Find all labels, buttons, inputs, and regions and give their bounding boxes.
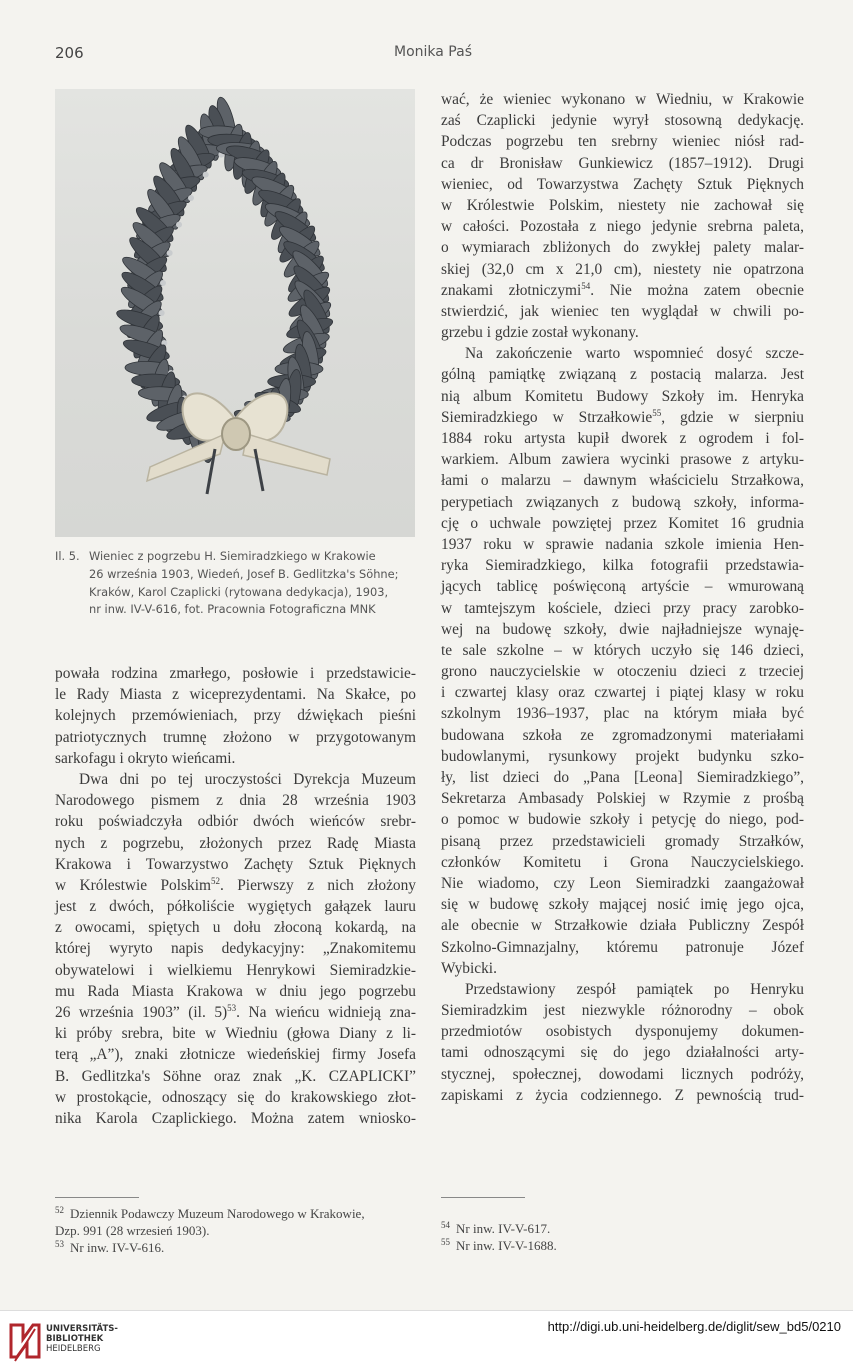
- text-line: B. Gedlitzka's Söhne oraz znak „K. CZAPLICKI”: [55, 1067, 416, 1085]
- footnote-number: 52: [55, 1204, 64, 1215]
- text-line: ca dr Bronisław Gunkiewicz (1857–1912). Drugi: [441, 154, 804, 172]
- page-number: 206: [55, 44, 84, 62]
- footnote-ref: 55: [652, 407, 662, 418]
- text-line: jących tablicę poświęconą artyście – wmurowaną: [441, 578, 804, 596]
- text-line: terą „A”), znaki złotnicze wiedeńskiej firmy Josefa: [55, 1046, 416, 1064]
- wreath-berry: [167, 250, 173, 256]
- text-line: sarkofagu i okryto wieńcami.: [55, 749, 236, 767]
- text-line: gólną pamiątkę związaną z postacią malarza. Jest: [441, 366, 804, 384]
- footnote-line: $^{54}$ Nr inw. IV-V-617.: [441, 1219, 551, 1236]
- text-line: nych z pogrzebu, złożonych przez Radę Miasta: [55, 834, 416, 852]
- text-line: Szkolno-Gimnazjalny, któremu patronuje Józef: [441, 938, 804, 956]
- text-line: ale obecnie w Strzałkowie działa Publiczny Zespół: [441, 917, 804, 935]
- figure-caption-text: [89, 548, 419, 619]
- text-line: obywatelowi i wielkiemu Henrykowi Siemiradzkie-: [55, 961, 416, 979]
- text-line: tami odnoszącymi się do jego działalności arty-: [441, 1044, 804, 1062]
- text-line: roku poświadczyła odbiór dwóch wieńców srebr-: [55, 813, 416, 831]
- text-line: 1937 roku w sprawie nadania szkole imienia Hen-: [441, 535, 804, 553]
- footnote-ref: 54: [581, 280, 591, 291]
- text-line: nią album Komitetu Budowy Szkoły im. Henryka: [441, 387, 804, 405]
- bow-knot: [222, 418, 250, 450]
- library-name-line: BIBLIOTHEK: [46, 1334, 104, 1344]
- text-line: te sale szkolne – w których uczyło się 146 dzieci,: [441, 641, 804, 659]
- text-column-left: [55, 663, 416, 1129]
- text-line: wej na budowę szkoły, dwie najładniejsze wynaję-: [441, 620, 804, 638]
- text-line: wieniec, od Towarzystwa Zachęty Sztuk Pięknych: [441, 175, 804, 193]
- library-logo-icon: [9, 1319, 41, 1363]
- source-url-link[interactable]: http://digi.ub.uni-heidelberg.de/diglit/sew_bd5/0210: [547, 1319, 841, 1334]
- footnote-ref: 52: [210, 875, 220, 886]
- text-line: Na zakończenie warto wspomnieć dosyć szcze-: [465, 345, 804, 363]
- library-name-line: UNIVERSITÄTS-: [46, 1324, 118, 1334]
- text-line: cję o uchwale powziętej przez Komitet 16 grudnia: [441, 514, 804, 532]
- wreath-berry: [160, 280, 166, 286]
- footnote-line: Dzp. 991 (28 wrzesień 1903).: [55, 1223, 210, 1238]
- text-line: o pomoc w budowie szkoły i petycję do niego, pod-: [441, 811, 804, 829]
- library-name: [46, 1324, 118, 1354]
- text-line: w tamtejszym kościele, dzieci przy pracy zarobko-: [441, 599, 804, 617]
- text-line: 1884 roku artysta kupił dworek z ogrodem i fol-: [441, 430, 804, 447]
- text-line: nika Karola Czaplickiego. Można zatem wniosko-: [55, 1109, 416, 1127]
- text-line: warkiem. Album zawiera wycinki prasowe z artyku-: [441, 451, 804, 469]
- wreath-berry: [159, 310, 165, 316]
- text-line: Siemiradzkim jest niezwykle różnorodny – obok: [441, 1002, 804, 1020]
- text-line: przedmiotów osobistych dysponujemy dokumen-: [441, 1023, 804, 1041]
- footnote-number: 54: [441, 1219, 450, 1230]
- footnote-rule-right: [441, 1197, 525, 1198]
- text-line: budowlanymi, rysunkowy projekt budynku szko-: [441, 747, 804, 765]
- text-line: jest z dwóch, półkoliście wygiętych gałązek lauru: [55, 898, 416, 916]
- text-line: stycznej, społecznej, dowodami licznych podróży,: [441, 1065, 804, 1083]
- caption-line: 26 września 1903, Wiedeń, Josef B. Gedlitzka's Söhne;: [89, 566, 399, 581]
- text-line: Dwa dni po tej uroczystości Dyrekcja Muzeum: [79, 770, 416, 788]
- text-line: w Królestwie Polskim, niestety nie zachował się: [441, 196, 804, 214]
- text-line: grzebu i gdzie został wykonany.: [441, 324, 639, 342]
- text-line: Nie wiadomo, czy Leon Siemiradzki zaangażował: [441, 874, 804, 892]
- text-line: Podczas pogrzebu ten srebrny wieniec niósł rad-: [441, 133, 804, 151]
- running-header-author: Monika Paś: [394, 44, 472, 60]
- text-line: znakami złotniczymi$^{54}$. Nie można zatem obecnie: [441, 280, 804, 299]
- caption-line: nr inw. IV-V-616, fot. Pracownia Fotograficzna MNK: [89, 602, 376, 617]
- footnote-rule-left: [55, 1197, 139, 1198]
- text-line: ły, list dzieci do „Pana [Leona] Siemiradzkiego”,: [441, 769, 804, 786]
- text-line: wać, że wieniec wykonano w Wiedniu, w Krakowie: [441, 91, 804, 108]
- text-line: mu Rada Miasta Krakowa w dniu jego pogrzebu: [55, 982, 416, 1000]
- footnote-line: $^{52}$ Dziennik Podawczy Muzeum Narodowego w Krakowie,: [55, 1204, 365, 1221]
- figure-label: Il. 5.: [55, 549, 80, 563]
- footnote-ref: 53: [227, 1002, 237, 1013]
- text-line: skiej (32,0 cm x 21,0 cm), niestety nie opatrzona: [441, 260, 804, 278]
- text-line: Narodowego pismem z dnia 28 września 1903: [55, 792, 416, 810]
- text-line: o wymiarach zbliżonych do zwykłej palety malar-: [441, 239, 804, 257]
- footnote-line: $^{55}$ Nr inw. IV-V-1688.: [441, 1236, 557, 1253]
- footnote-number: 55: [441, 1236, 450, 1247]
- text-line: członków Komitetu i Grona Nauczycielskiego.: [441, 853, 804, 871]
- text-line: Krakowa i Towarzystwo Zachęty Sztuk Pięknych: [55, 855, 416, 873]
- text-line: w Królestwie Polskim$^{52}$. Pierwszy z nich złożony: [55, 875, 416, 894]
- text-line: której wyryto napis dedykacyjny: „Znakomitemu: [55, 940, 416, 958]
- text-line: i czwartej klasy oraz czwartej i piątej klasy w roku: [441, 684, 804, 702]
- caption-line: Kraków, Karol Czaplicki (rytowana dedykacja), 1903,: [89, 584, 389, 599]
- wreath-photo: [55, 89, 415, 537]
- footnotes-left: [55, 1205, 425, 1256]
- text-line: patriotycznych trumnę złożono w przygotowanym: [55, 728, 416, 746]
- library-name-line: HEIDELBERG: [46, 1344, 101, 1354]
- footnotes-right: [441, 1220, 801, 1254]
- wreath-berry: [176, 222, 182, 228]
- text-line: grono nauczycielskie w otoczeniu dzieci z trzeciej: [441, 663, 804, 681]
- wreath-illustration: [55, 89, 415, 537]
- text-line: pisaną przez przedstawicieli gromady Strzałków,: [441, 832, 804, 850]
- wreath-berry: [203, 172, 209, 178]
- text-line: zapiskami z życia codziennego. Z pewnością trud-: [441, 1086, 804, 1104]
- text-line: powała rodzina zmarłego, posłowie i przedstawicie-: [55, 665, 416, 682]
- text-line: łami o malarzu – dawnym właścicielu Strzałkowa,: [441, 472, 804, 490]
- text-line: ryka Siemiradzkiego, kilka fotografii przedstawia-: [441, 557, 804, 575]
- text-line: kolejnych przemówieniach, przy dźwiękach pieśni: [55, 707, 416, 725]
- text-line: ki próby srebra, bite w Wiedniu (głowa Diany z li-: [55, 1025, 416, 1043]
- text-line: zaś Czaplicki jedynie wyrył stosowną dedykację.: [441, 112, 804, 130]
- text-line: Siemiradzkiego w Strzałkowie$^{55}$, gdzie w sierpniu: [441, 407, 804, 426]
- text-line: Sekretarza Ambasady Polskiej w Rzymie z prośbą: [441, 790, 804, 808]
- text-column-right: [441, 89, 804, 1106]
- text-line: szkolnym 1936–1937, plac na którym miała być: [441, 705, 804, 723]
- text-line: się w budowę szkoły mającej nosić imię jego ojca,: [441, 896, 804, 914]
- text-line: Przedstawiony zespół pamiątek po Henryku: [465, 980, 804, 998]
- wreath-berry: [188, 195, 194, 201]
- text-line: perypetiach związanych z budową szkoły, informa-: [441, 493, 804, 511]
- footnote-number: 53: [55, 1238, 64, 1249]
- text-line: z owocami, spiętych u dołu złoconą kokardą, na: [55, 919, 416, 937]
- text-line: w całości. Pozostała z niego jedynie srebrna paleta,: [441, 218, 804, 236]
- caption-line: Wieniec z pogrzebu H. Siemiradzkiego w Krakowie: [89, 549, 376, 563]
- text-line: 26 września 1903” (il. 5)$^{53}$. Na wieńcu widnieją zna-: [55, 1002, 417, 1021]
- text-line: budowana szkoła ze zgromadzonymi materiałami: [441, 726, 804, 744]
- library-footer: [0, 1310, 853, 1370]
- text-line: stwierdzić, jak wieniec ten wyglądał w chwili po-: [441, 302, 804, 320]
- footnote-line: $^{53}$ Nr inw. IV-V-616.: [55, 1238, 165, 1255]
- text-line: le Rady Miasta z wiceprezydentami. Na Skałce, po: [55, 686, 416, 704]
- text-line: Wybicki.: [441, 959, 497, 977]
- text-line: w prostokącie, odnoszący się do krakowskiego złot-: [55, 1088, 416, 1106]
